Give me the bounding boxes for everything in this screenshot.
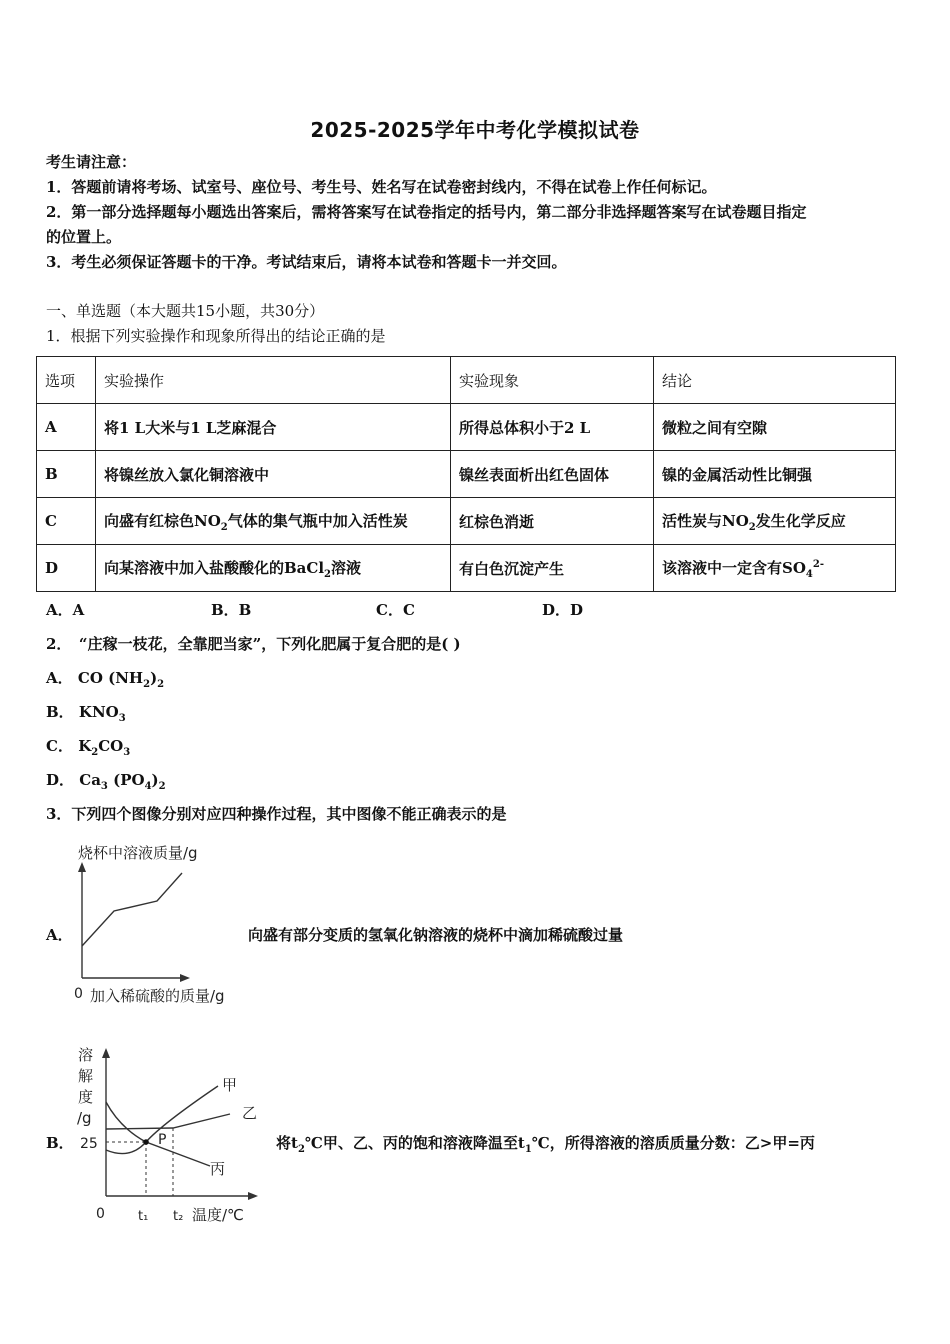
q3-option-b-desc: 将$t_2℃$甲、乙、丙的饱和溶液降温至$t_1℃$，所得溶液的溶质质量分数：乙>甲=丙 bbox=[276, 1134, 815, 1155]
table-row bbox=[37, 451, 896, 498]
phenomenon-cell: 所得总体积小于2 L bbox=[451, 404, 654, 451]
option-cell: C bbox=[37, 498, 96, 545]
q3-stem: 3．下列四个图像分别对应四种操作过程，其中图像不能正确表示的是 bbox=[46, 805, 507, 823]
graph-a-x-arrow bbox=[180, 974, 190, 982]
q3-option-b-label[interactable]: B． bbox=[46, 1134, 74, 1152]
table-row bbox=[37, 404, 896, 451]
graph-b-jia-label: 甲 bbox=[222, 1076, 238, 1094]
conclusion-cell: 微粒之间有空隙 bbox=[654, 404, 896, 451]
graph-a-curve bbox=[82, 873, 182, 946]
q1-answer-b[interactable]: B．B bbox=[211, 601, 252, 619]
q2-option-d[interactable]: D． $Ca_3$ $(PO_4)_2$ bbox=[46, 771, 166, 792]
graph-b-yi-label: 乙 bbox=[242, 1104, 258, 1122]
header-cell: 实验现象 bbox=[451, 357, 654, 404]
option-cell: A bbox=[37, 404, 96, 451]
q1-answer-a[interactable]: A．A bbox=[46, 601, 85, 619]
option-cell: B bbox=[37, 451, 96, 498]
q3-graph-b bbox=[70, 1040, 270, 1230]
graph-b-origin: 0 bbox=[96, 1206, 105, 1222]
header-cell: 选项 bbox=[37, 357, 96, 404]
graph-b-ylabel-1: 溶 bbox=[78, 1046, 94, 1064]
operation-cell: 将镍丝放入氯化铜溶液中 bbox=[96, 451, 451, 498]
graph-b-ylabel-2: 解 bbox=[78, 1067, 94, 1085]
page-title: 2025-2025学年中考化学模拟试卷 bbox=[310, 118, 640, 142]
q1-stem: 1．根据下列实验操作和现象所得出的结论正确的是 bbox=[46, 327, 386, 345]
graph-a-y-arrow bbox=[78, 862, 86, 872]
phenomenon-cell: 有白色沉淀产生 bbox=[451, 545, 654, 592]
operation-cell: 向某溶液中加入盐酸酸化的BaCl$_2$溶液 bbox=[96, 545, 451, 592]
conclusion-cell: 活性炭与$NO_2$发生化学反应 bbox=[654, 498, 896, 545]
graph-b-ylabel-3: 度 bbox=[78, 1088, 94, 1106]
notice-item-3: 3．考生必须保证答题卡的干净。考试结束后，请将本试卷和答题卡一并交回。 bbox=[46, 253, 567, 271]
graph-b-p-label: P bbox=[158, 1132, 167, 1148]
graph-a-ylabel: 烧杯中溶液质量/g bbox=[78, 844, 198, 862]
graph-b-t1: t₁ bbox=[138, 1209, 149, 1224]
operation-cell: 将1 L大米与1 L芝麻混合 bbox=[96, 404, 451, 451]
table-header-row bbox=[37, 357, 896, 404]
notice-heading: 考生请注意： bbox=[46, 153, 137, 171]
conclusion-cell: 镍的金属活动性比铜强 bbox=[654, 451, 896, 498]
q3-option-a-desc: 向盛有部分变质的氢氧化钠溶液的烧杯中滴加稀硫酸过量 bbox=[248, 926, 624, 944]
graph-b-bing-label: 丙 bbox=[210, 1160, 226, 1178]
notice-item-1: 1．答题前请将考场、试室号、座位号、考生号、姓名写在试卷密封线内，不得在试卷上作任何标记。 bbox=[46, 178, 717, 196]
graph-a-xlabel: 加入稀硫酸的质量/g bbox=[90, 987, 225, 1005]
table-row bbox=[37, 498, 896, 545]
option-cell: D bbox=[37, 545, 96, 592]
graph-b-y-arrow bbox=[102, 1048, 110, 1058]
q1-answer-c[interactable]: C．C bbox=[376, 601, 415, 619]
graph-a-origin: 0 bbox=[74, 986, 83, 1002]
graph-b-y25: 25 bbox=[80, 1136, 98, 1152]
phenomenon-cell: 红棕色消逝 bbox=[451, 498, 654, 545]
conclusion-cell: 该溶液中一定含有$SO_4^{2-}$ bbox=[654, 545, 896, 592]
operation-cell: 向盛有红棕色$NO_2$气体的集气瓶中加入活性炭 bbox=[96, 498, 451, 545]
q1-table bbox=[36, 356, 896, 592]
notice-item-2-cont: 的位置上。 bbox=[46, 228, 122, 246]
phenomenon-cell: 镍丝表面析出红色固体 bbox=[451, 451, 654, 498]
q2-option-a[interactable]: A． CO $(NH_2)_2$ bbox=[46, 669, 165, 690]
q2-stem: 2． “庄稼一枝花，全靠肥当家”，下列化肥属于复合肥的是( ) bbox=[46, 635, 461, 653]
graph-b-ylabel-4: /g bbox=[77, 1109, 92, 1127]
graph-b-point-p bbox=[143, 1139, 149, 1145]
graph-b-t2: t₂ bbox=[173, 1209, 184, 1224]
notice-item-2: 2．第一部分选择题每小题选出答案后，需将答案写在试卷指定的括号内，第二部分非选择题答案写在试卷题目指定 bbox=[46, 203, 807, 221]
table-row bbox=[37, 545, 896, 592]
q2-option-c[interactable]: C． $K_2CO_3$ bbox=[46, 737, 131, 758]
q3-graph-a bbox=[66, 836, 256, 1008]
section-heading: 一、单选题（本大题共15小题，共30分） bbox=[46, 302, 325, 320]
q2-option-b[interactable]: B． $KNO_3$ bbox=[46, 703, 126, 724]
graph-b-x-arrow bbox=[248, 1192, 258, 1200]
header-cell: 结论 bbox=[654, 357, 896, 404]
q3-option-a-label[interactable]: A． bbox=[46, 926, 73, 944]
header-cell: 实验操作 bbox=[96, 357, 451, 404]
graph-b-xlabel: 温度/℃ bbox=[192, 1206, 244, 1224]
q1-answer-d[interactable]: D．D bbox=[542, 601, 584, 619]
